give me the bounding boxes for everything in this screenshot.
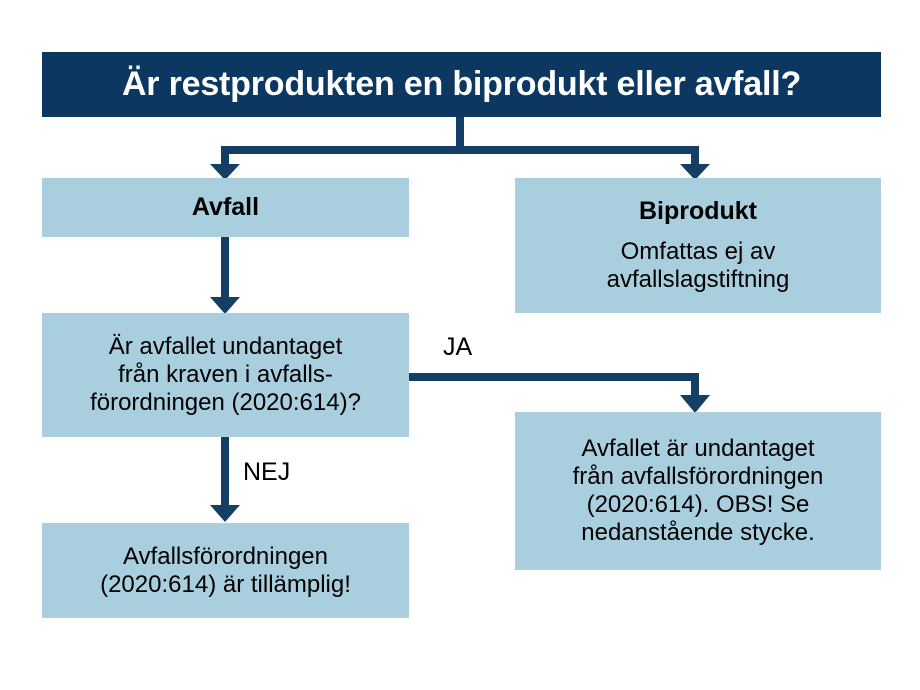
yes-vertical (691, 373, 699, 397)
edge-label-ja: JA (443, 333, 473, 361)
flowchart-title-text: Är restprodukten en biprodukt eller avfall? (121, 64, 802, 103)
arrow-down-icon (680, 395, 710, 413)
arrow-down-icon (210, 297, 240, 314)
node-outcome-no-line-2: (2020:614) är tillämplig! (100, 570, 351, 598)
node-avfall (42, 178, 409, 237)
arrow-down-icon (210, 505, 240, 522)
connector-avfall-to-decision (210, 237, 240, 314)
node-biprodukt (515, 178, 881, 313)
flowchart-title-node (42, 52, 881, 117)
avfall-stem (221, 237, 229, 299)
node-outcome-no-line-1: Avfallsförordningen (122, 542, 329, 570)
connector-decision-yes (409, 373, 710, 413)
node-biprodukt-line-1: Omfattas ej av (620, 238, 776, 266)
node-decision-line-2: från kraven i avfalls- (118, 361, 333, 389)
node-outcome-undantaget (515, 412, 881, 570)
node-biprodukt-line-2: avfallslagstiftning (606, 266, 790, 293)
yes-horizontal (409, 373, 699, 381)
node-biprodukt-heading: Biprodukt (638, 197, 758, 226)
edge-label-nej: NEJ (243, 458, 291, 486)
connector-root-split (210, 117, 710, 180)
node-decision-line-1: Är avfallet undantaget (108, 333, 343, 361)
root-right-drop (691, 146, 699, 166)
node-avfall-heading: Avfall (191, 193, 260, 221)
connector-decision-no (210, 437, 240, 522)
node-outcome-yes-line-3: (2020:614). OBS! Se (586, 491, 810, 518)
root-crossbar (221, 146, 699, 154)
no-stem (221, 437, 229, 507)
node-outcome-yes-line-1: Avfallet är undantaget (581, 435, 815, 463)
node-decision-line-3: förordningen (2020:614)? (90, 388, 361, 416)
node-outcome-tillamplig (42, 523, 409, 618)
node-outcome-yes-line-2: från avfallsförordningen (572, 463, 824, 491)
node-decision-undantag (42, 313, 409, 437)
node-outcome-yes-line-4: nedanstående stycke. (581, 518, 815, 546)
root-stem (456, 117, 464, 150)
root-left-drop (221, 146, 229, 166)
